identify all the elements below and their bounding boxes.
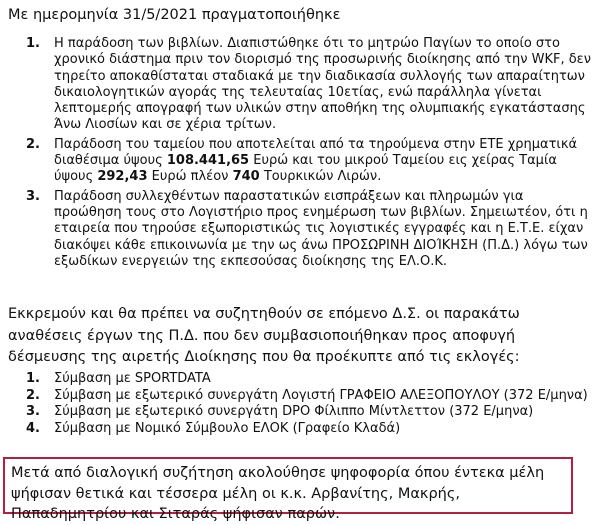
item-text-part: Παράδοση του ταμείου που αποτελείται από τα τηρούμενα στην ΕΤΕ χρηματικά διαθέσιμα ύψους bbox=[54, 136, 578, 169]
turkish-lira-amount: 740 bbox=[232, 169, 260, 185]
item-text: Σύμβαση με SPORTDATA bbox=[54, 371, 211, 386]
item-text: Παράδοση συλλεχθέντων παραστατικών εισπράξεων και πληρωμών για προώθηση τους στο Λογιστήριο προς ενημέρωση των βιβλίων. Σημειωτέον, ότι η εταιρεία που τηρούσε εξωποριστικώς τις λογιστικές εγγραφές και η Ε.Τ.Ε. είχαν διακόψει κάθε επικοινωνία με την ως άνω ΠΡΟΣΩΡΙΝΗ ΔΙΟΊΚΗΣΗ (Π.Δ.) λόγω των εξωδίκων ενεργειών της εκπεσούσας διοίκησης της ΕΛ.Ο.Κ. bbox=[54, 188, 588, 269]
list-item bbox=[26, 36, 592, 134]
item-text-part: Τουρκικών Λιρών. bbox=[259, 169, 382, 185]
vote-result-box: Μετά από διαλογική συζήτηση ακολούθησε ψηφοφορία όπου έντεκα μέλη ψήφισαν θετικά και τέσσερα μέλη οι κ.κ. Αρβανίτης, Μακρής, Παπαδημητρίου και Σιταράς ψήφισαν παρών. bbox=[3, 457, 573, 514]
item-text: Σύμβαση με Νομικό Σύμβουλο ΕΛΟΚ (Γραφείο Κλαδά) bbox=[54, 420, 401, 436]
item-number: 1. bbox=[26, 371, 40, 386]
intro-line: Με ημερομηνία 31/5/2021 πραγματοποιήθηκε bbox=[8, 7, 341, 23]
pending-paragraph: Εκκρεμούν και θα πρέπει να συζητηθούν σε επόμενο Δ.Σ. οι παρακάτω αναθέσεις έργων της Π.Δ. που δεν συμβασιοποιήθηκαν προς αποφυγή δέσμευσης της αιρετής Διοίκησης που θα προέκυπτε από τις εκλογές: bbox=[8, 306, 520, 365]
list-item bbox=[26, 421, 592, 438]
list-item bbox=[26, 189, 592, 270]
list-item bbox=[26, 388, 592, 405]
item-text: Σύμβαση με εξωτερικό συνεργάτη Λογιστή ΓΡΑΦΕΙΟ ΑΛΕΞΟΠΟΥΛΟΥ (372 Ε/μηνα) bbox=[54, 387, 588, 403]
item-number: 3. bbox=[26, 188, 40, 204]
contracts-list bbox=[26, 371, 592, 437]
item-number: 4. bbox=[26, 420, 40, 436]
list-item bbox=[26, 404, 592, 421]
item-text: Σύμβαση με εξωτερικό συνεργάτη DPO Φίλιππο Μίντλεττον (372 Ε/μηνα) bbox=[54, 404, 534, 420]
item-text bbox=[54, 137, 577, 185]
item-number: 3. bbox=[26, 404, 40, 420]
petty-cash-amount: 292,43 bbox=[97, 169, 148, 185]
list-item bbox=[26, 137, 592, 186]
item-number: 2. bbox=[26, 387, 40, 403]
item-text: Η παράδοση των βιβλίων. Διαπιστώθηκε ότι το μητρώο Παγίων το οποίο στο χρονικό διάστημα πριν τον διορισμό της προσωρινής διοίκησης από την WKF, δεν τηρείτο αποκαθίσταται σταδιακά με την διαδικασία συλλογής των απαραίτητων δικαιολογητικών αγοράς της τελευταίας 10ετίας, ενώ παράλληλα γίνεται λεπτομερής απογραφή των υλικών στην αποθήκη της ολυμπιακής εγκατάστασης Άνω Λιοσίων και σε χέρια τρίτων. bbox=[54, 36, 591, 133]
list-item bbox=[26, 371, 592, 388]
handover-list bbox=[26, 36, 592, 270]
item-text-part: Ευρώ πλέον bbox=[147, 169, 233, 185]
item-text-part: Ευρώ και του μικρού Ταμείου εις χείρας Ταμία ύψους bbox=[54, 153, 557, 185]
item-number: 2. bbox=[26, 136, 40, 152]
item-number: 1. bbox=[26, 36, 40, 51]
cash-amount-eur: 108.441,65 bbox=[166, 153, 250, 169]
